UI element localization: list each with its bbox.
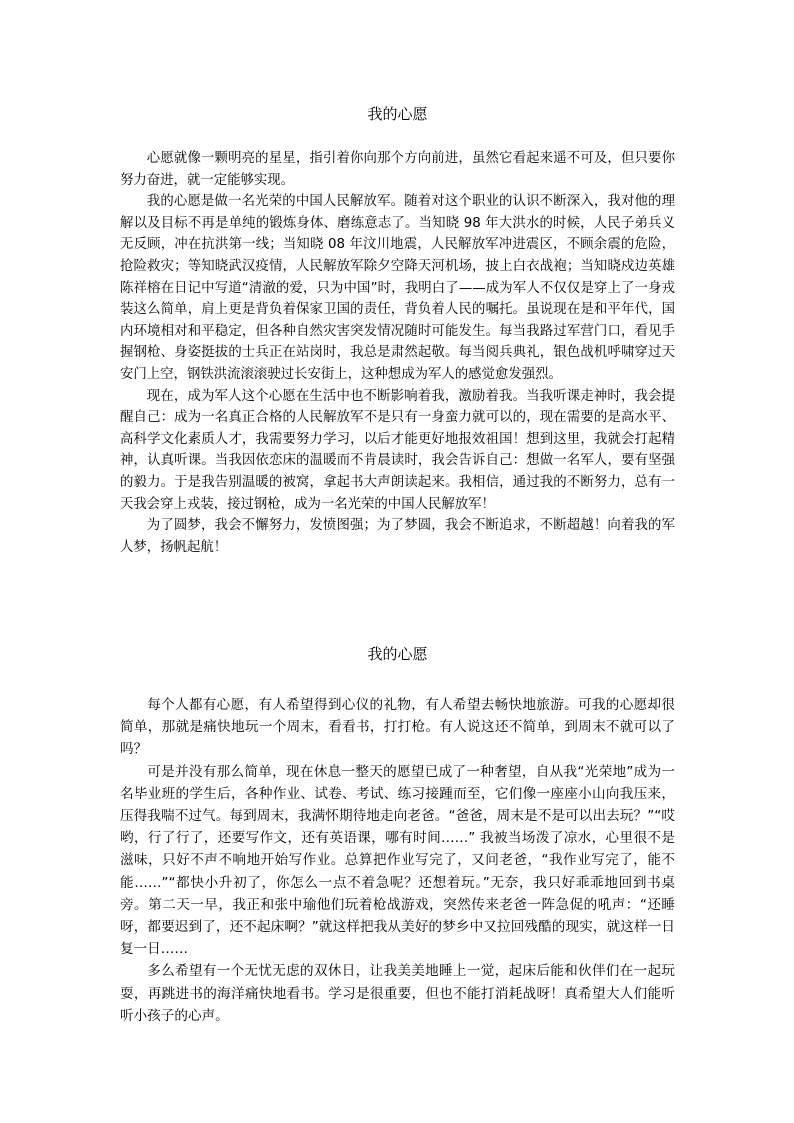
essay-paragraph: 可是并没有那么简单，现在休息一整天的愿望已成了一种奢望，自从我“光荣地”成为一名毕业班的学生后，各种作业、试卷、考试、练习接踵而至，它们像一座座小山向我压来，压得我喘不过气。每到周末，我满怀期待地走向老爸。“爸爸，周末是不是可以出去玩？”“哎哟，行了行了，还要写作文，还有英语课，哪有时间……” 我被当场泼了凉水，心里很不是滋味，只好不声不响地开始写作业。总算把作业写完了，又问老爸，“我作业写完了，能不能……”“都快小升初了，你怎么一点不着急呢？还想着玩。”无奈，我只好乖乖地回到书桌旁。第二天一早，我正和张中瑜他们玩着枪战游戏，突然传来老爸一阵急促的吼声：“还睡呀，都要迟到了，还不起床啊？”就这样把我从美好的梦乡中又拉回残酷的现实，就这样一日复一日…… bbox=[120, 763, 675, 958]
essay-1 bbox=[120, 102, 675, 558]
essay-paragraph: 每个人都有心愿，有人希望得到心仪的礼物，有人希望去畅快地旅游。可我的心愿却很简单，那就是痛快地玩一个周末，看看书，打打枪。有人说这还不简单，到周末不就可以了吗？ bbox=[120, 697, 675, 758]
essay-title: 我的心愿 bbox=[367, 645, 428, 663]
essay-paragraph: 多么希望有一个无忧无虑的双休日，让我美美地睡上一觉，起床后能和伙伴们在一起玩耍，再跳进书的海洋痛快地看书。学习是很重要，但也不能打消耗战呀！真希望大人们能听听小孩子的心声。 bbox=[120, 963, 675, 1024]
essay-paragraph: 为了圆梦，我会不懈努力，发愤图强；为了梦圆，我会不断追求，不断超越！向着我的军人梦，扬帆起航！ bbox=[120, 518, 675, 555]
essay-2 bbox=[120, 642, 675, 1027]
essay-paragraph: 心愿就像一颗明亮的星星，指引着你向那个方向前进，虽然它看起来遥不可及，但只要你努力奋进，就一定能够实现。 bbox=[120, 151, 675, 188]
essay-title: 我的心愿 bbox=[367, 105, 428, 123]
essay-paragraph: 我的心愿是做一名光荣的中国人民解放军。随着对这个职业的认识不断深入，我对他的理解以及目标不再是单纯的锻炼身体、磨练意志了。当知晓 98 年大洪水的时候，人民子弟兵义无反顾，冲在抗洪第一线；当知晓 08 年汶川地震，人民解放军冲进震区，不顾余震的危险，抢险救灾；等知晓武汉疫情，人民解放军除夕空降天河机场，披上白衣战袍；当知晓戍边英雄陈祥榕在日记中写道“清澈的爱，只为中国”时，我明白了——成为军人不仅仅是穿上了一身戎装这么简单，肩上更是背负着保家卫国的责任，背负着人民的嘱托。虽说现在是和平年代，国内环境相对和平稳定，但各种自然灾害突发情况随时可能发生。每当我路过军营门口，看见手握钢枪、身姿挺拔的士兵正在站岗时，我总是肃然起敬。每当阅兵典礼，银色战机呼啸穿过天安门上空，钢铁洪流滚滚驶过长安街上，这种想成为军人的感觉愈发强烈。 bbox=[120, 194, 675, 382]
essay-paragraph: 现在，成为军人这个心愿在生活中也不断影响着我，激励着我。当我听课走神时，我会提醒自己：成为一名真正合格的人民解放军不是只有一身蛮力就可以的，现在需要的是高水平、高科学文化素质人才，我需要努力学习，以后才能更好地报效祖国！想到这里，我就会打起精神，认真听课。当我因依恋床的温暖而不肯晨读时，我会告诉自己：想做一名军人，要有坚强的毅力。于是我告别温暖的被窝，拿起书大声朗读起来。我相信，通过我的不断努力，总有一天我会穿上戎装，接过钢枪，成为一名光荣的中国人民解放军！ bbox=[120, 388, 675, 512]
